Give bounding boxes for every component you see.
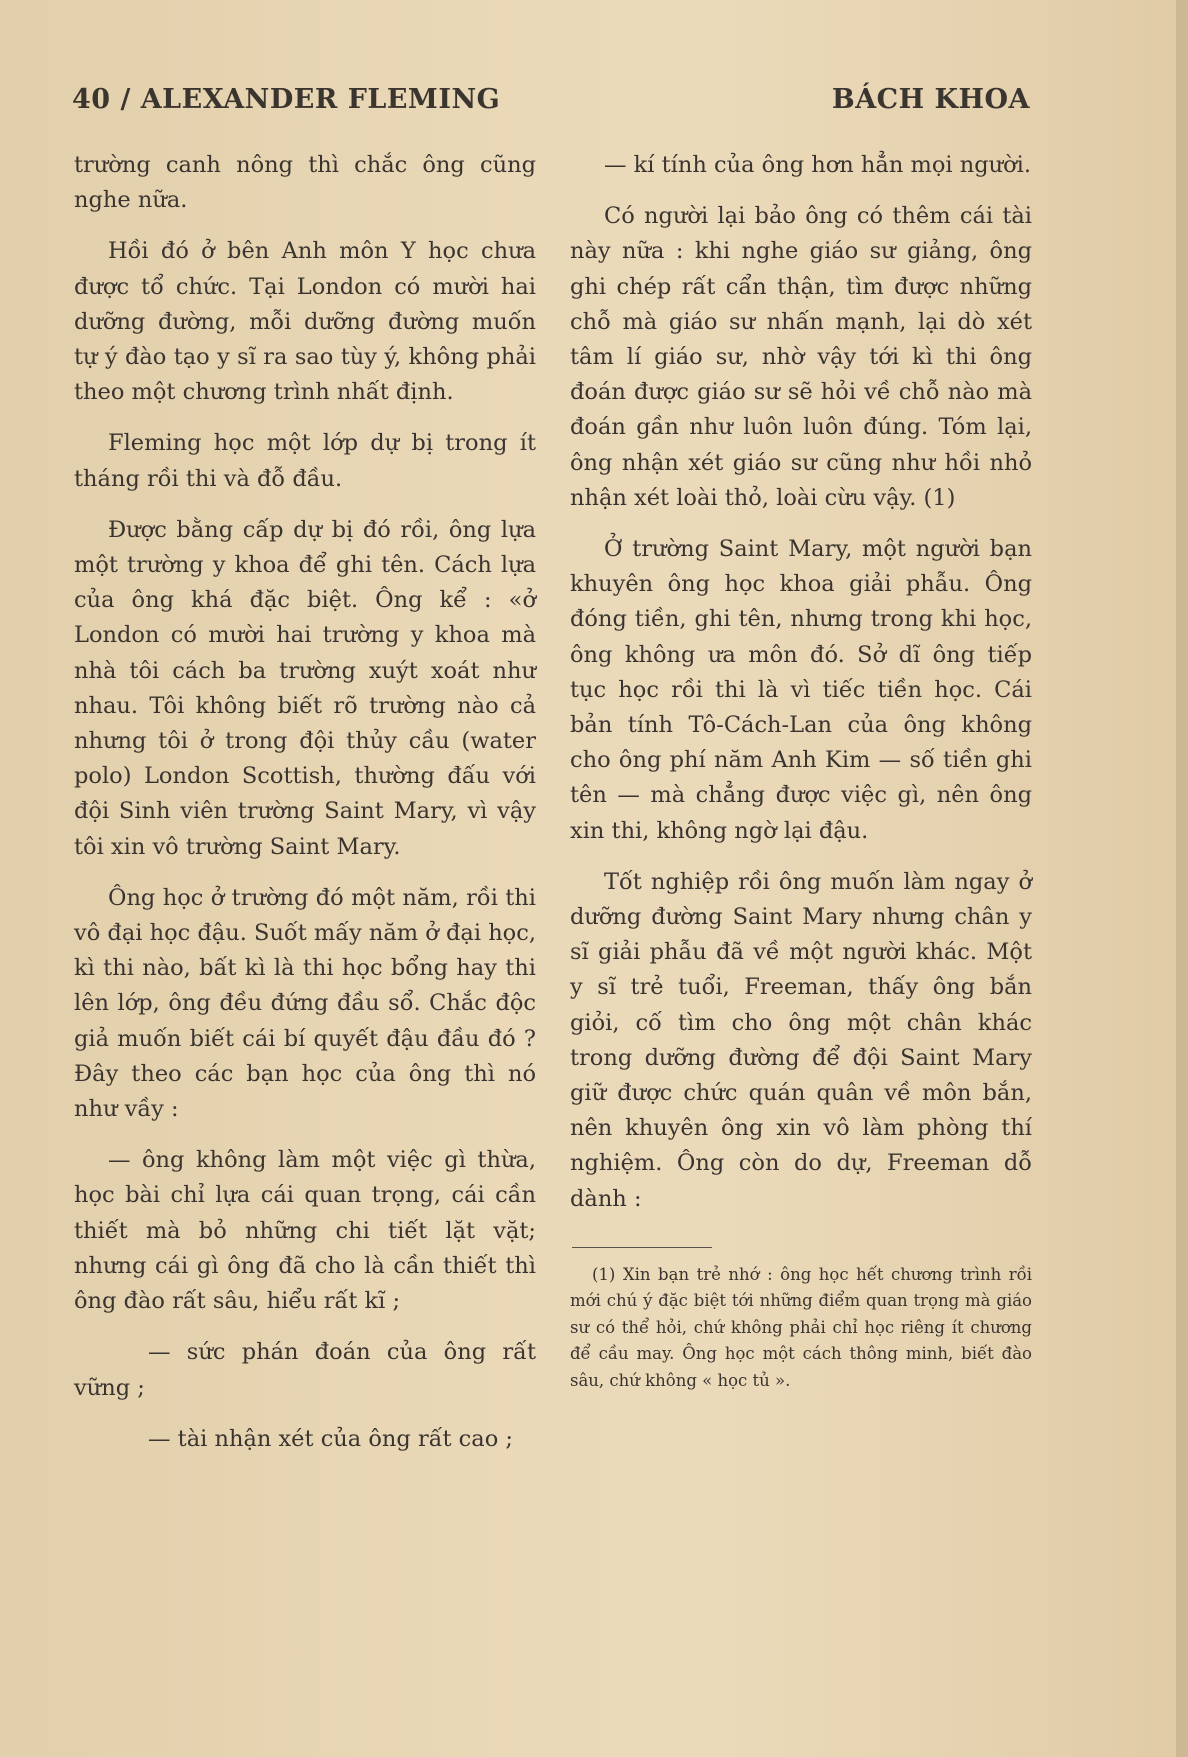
paragraph: trường canh nông thì chắc ông cũng nghe nữa. bbox=[74, 152, 536, 214]
paragraph: — kí tính của ông hơn hẳn mọi người. bbox=[604, 152, 1031, 178]
paragraph: Ở trường Saint Mary, một người bạn khuyên ông học khoa giải phẫu. Ông đóng tiền, ghi tên, nhưng trong khi học, ông không ưa môn đó. Sở dĩ ông tiếp tục học rồi thi là vì tiếc tiền học. Cái bản tính Tô-Cách-Lan của ông không cho ông phí năm Anh Kim — số tiền ghi tên — mà chẳng được việc gì, nên ông xin thi, không ngờ lại đậu. bbox=[570, 536, 1032, 844]
right-column bbox=[570, 148, 1032, 1394]
paragraph: Fleming học một lớp dự bị trong ít tháng rồi thi và đỗ đầu. bbox=[74, 430, 536, 492]
running-header-right: BÁCH KHOA bbox=[831, 84, 1030, 115]
paragraph: Ông học ở trường đó một năm, rồi thi vô đại học đậu. Suốt mấy năm ở đại học, kì thi nào, bất kì là thi học bổng hay thi lên lớp, ông đều đứng đầu sổ. Chắc độc giả muốn biết cái bí quyết đậu đầu đó ? Đây theo các bạn học của ông thì nó như vầy : bbox=[74, 884, 536, 1123]
paragraph: Hồi đó ở bên Anh môn Y học chưa được tổ chức. Tại London có mười hai dưỡng đường, mỗi dưỡng đường muốn tự ý đào tạo y sĩ ra sao tùy ý, không phải theo một chương trình nhất định. bbox=[74, 238, 536, 406]
footnote: (1) Xin bạn trẻ nhớ : ông học hết chương trình rồi mới chú ý đặc biệt tới những điểm quan trọng mà giáo sư có thể hỏi, chứ không phải chỉ học riêng ít chương để cầu may. Ông học một cách thông minh, biết đào sâu, chứ không « học tủ ». bbox=[570, 1264, 1032, 1390]
paragraph: — sức phán đoán của ông rất vững ; bbox=[74, 1339, 536, 1401]
paragraph: — tài nhận xét của ông rất cao ; bbox=[148, 1425, 513, 1452]
running-header-left: 40 / ALEXANDER FLEMING bbox=[72, 84, 501, 115]
paragraph: Được bằng cấp dự bị đó rồi, ông lựa một trường y khoa để ghi tên. Cách lựa của ông khá đặc biệt. Ông kể : «ở London có mười hai trường y khoa mà nhà tôi cách ba trường xuýt xoát như nhau. Tôi không biết rõ trường nào cả nhưng tôi ở trong đội thủy cầu (water polo) London Scottish, thường đấu với đội Sinh viên trường Saint Mary, vì vậy tôi xin vô trường Saint Mary. bbox=[74, 516, 536, 860]
paragraph: — ông không làm một việc gì thừa, học bài chỉ lựa cái quan trọng, cái cần thiết mà bỏ những chi tiết lặt vặt; nhưng cái gì ông đã cho là cần thiết thì ông đào rất sâu, hiểu rất kĩ ; bbox=[74, 1147, 536, 1315]
paragraph: Có người lại bảo ông có thêm cái tài này nữa : khi nghe giáo sư giảng, ông ghi chép rất cẩn thận, tìm được những chỗ mà giáo sư nhấn mạnh, lại dò xét tâm lí giáo sư, nhờ vậy tới kì thi ông đoán được giáo sư sẽ hỏi về chỗ nào mà đoán gần như luôn luôn đúng. Tóm lại, ông nhận xét giáo sư cũng như hồi nhỏ nhận xét loài thỏ, loài cừu vậy. (1) bbox=[570, 203, 1032, 511]
footnote-divider bbox=[572, 1247, 712, 1248]
paragraph: Tốt nghiệp rồi ông muốn làm ngay ở dưỡng đường Saint Mary nhưng chân y sĩ giải phẫu đã về một người khác. Một y sĩ trẻ tuổi, Freeman, thấy ông bắn giỏi, cố tìm cho ông một chân khác trong dưỡng đường để đội Saint Mary giữ được chức quán quân về môn bắn, nên khuyên ông xin vô làm phòng thí nghiệm. Ông còn do dự, Freeman dỗ dành : bbox=[570, 868, 1032, 1212]
left-column bbox=[74, 148, 536, 1457]
